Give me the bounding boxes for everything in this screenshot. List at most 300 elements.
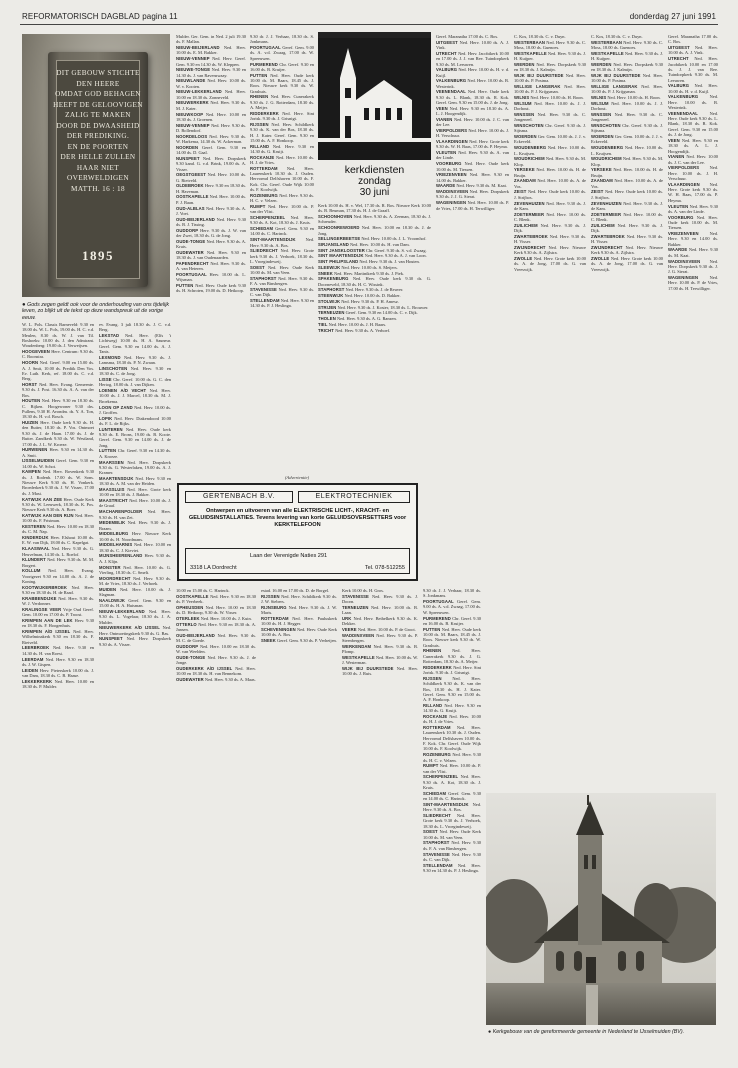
listing-entry: [668, 231, 718, 247]
listing-place-name: RIJSSEN: [250, 121, 269, 127]
listing-details: Herv. Nieuwe Kerk 10.00 ds. H. Noordmans.: [99, 531, 171, 542]
listing-entry: [99, 460, 171, 476]
listing-details: Ned. Herv. 10.00 ds. B. Westerink.: [436, 78, 509, 89]
listing-entry: [99, 636, 171, 647]
listing-entry: [591, 212, 663, 223]
listing-details: Ned. Herv. 9.30 ds. H. Visser.: [591, 233, 663, 245]
listing-place-name: ZAANDAM: [591, 178, 613, 184]
listing-details: Ned. Herv. Oude kerk 9.30 ds. H. Schroten, 19.00 ds. D. Heikoop.: [176, 283, 246, 294]
listing-details: Ned. Herv. Dorpskerk 9.30 ds. A. Visser.: [99, 636, 171, 647]
listing-place-name: ROCKANJE: [250, 154, 275, 160]
listing-entry: [22, 524, 94, 535]
listing-place-name: ZWIJNDRECHT: [514, 244, 546, 250]
listing-place-name: WESTKAPELLE: [514, 50, 547, 56]
column-2b: [250, 34, 314, 472]
listing-details: 10.00 en 15.00 ds. C. Harinck.: [176, 588, 230, 593]
listing-details: Ned. Herv. 9.30 en 14.00 ds. Bakker.: [668, 231, 718, 247]
listing-details: Ned. Herv. Oude kerk 9.30 ds. G. Doorneveld, 18.30 ds. H. C. Wissink.: [318, 276, 431, 287]
listing-place-name: VRIEZENVEEN: [436, 172, 467, 178]
listing-details: Ned. Herv. 10.00 ds. B. Laan.: [342, 604, 418, 616]
listing-details: Ned. Herv. Nieuwe Kerk 9.30 ds. A. Zijlstra.: [591, 244, 663, 256]
listing-details: W. L. Pols. Classis Barneveld: 9.30 en 18.00 ds. W. L. Pols, 19.00 ds. H. C. v.d. Meulen, 8.30 ds. W. J. van Til. Boshoeks: 10.00 ds. J. den Admirant. Woudenberg: 19.00 ds. J. Verweijsen.: [22, 322, 94, 349]
listing-entry: [22, 322, 94, 349]
listing-details: Ned. Herv. Diakendoord 10.00 ds. F. L. de Rijks.: [99, 415, 171, 426]
listing-details: Ned. Herv. 9.30 ds. J. Dijk.: [591, 222, 663, 234]
listing-entry: [514, 34, 586, 39]
listing-entry: [176, 228, 246, 239]
listing-details: Ned. Herv. 9.30 ds. J. H. Kuijper.: [514, 50, 586, 62]
listing-place-name: WILNIS: [514, 95, 530, 101]
listing-details: Ned. Herv. Ontmoetingskerk 9.30 ds. G. Bas.: [99, 625, 171, 636]
listing-entry: [99, 322, 171, 333]
listing-details: Vrije Oud Geref. Gem. 10.00 en 17.00 ds. P. Troost.: [22, 606, 94, 618]
listing-place-name: LISSE: [99, 377, 112, 382]
listing-entry: [668, 154, 718, 165]
listing-entry: [318, 265, 431, 270]
listing-entry: [668, 182, 718, 203]
listing-place-name: ZWARTEBROEK: [514, 233, 548, 239]
listing-entry: [668, 204, 718, 215]
listing-details: Ned. Herv. Schildkerk 9.30 ds. K. van der Bos, 18.30 ds. H. J. Kater. Geref. Gem. 9.30 en 15.00 ds. A. F. Honkoop.: [250, 121, 314, 143]
listing-place-name: VLEUTEN: [668, 203, 689, 209]
listing-entry: [436, 183, 509, 188]
listing-details: Chr. Geref. 9.30 en 14.30 ds. A. Kroeze.: [99, 448, 171, 459]
listing-details: Ned. Herv. 9.30 ds. M. C. de Goede.: [176, 632, 256, 644]
listing-entry: [22, 535, 94, 546]
listing-entry: [250, 144, 314, 155]
listing-entry: [318, 236, 431, 241]
listing-entry: [423, 829, 481, 840]
listing-entry: [250, 265, 314, 276]
listing-place-name: OOSTKAPELLE: [176, 194, 209, 200]
ad-tagline: ELEKTROTECHNIEK: [298, 491, 410, 503]
listing-entry: [342, 644, 418, 655]
listing-place-name: NIEUW-VENNEP: [176, 56, 210, 62]
listing-entry: [176, 655, 256, 666]
listing-place-name: STAPHORST: [250, 275, 277, 281]
listing-details: Ned. Herv. Dorpskerk 9.30 en 18.30 ds. J. Kalmijn.: [514, 61, 586, 73]
listing-details: Ned. Herv. 10.00 ds. E. M. Bakker.: [176, 45, 246, 56]
church-building-image: [486, 793, 716, 1025]
listing-place-name: RILLAND: [423, 702, 443, 708]
listing-details: Ned. Herv. 10.00 en 18.30 ds. P. Mulder.: [22, 678, 94, 690]
listing-details: Ned. Herv. 9.30 ds. J. Braam.: [99, 520, 171, 531]
listing-details: ev. Evang. 3 juli 18.30 ds. J. C. v.d. Berg.: [99, 322, 171, 333]
listing-details: Ned. Herv. Grote kerk 9.30 ds. W. H. Baas, 17.00 ds. P. Heyma.: [668, 181, 718, 203]
listing-entry: [176, 45, 246, 56]
listing-details: Ned. Herv. 9.30 ds. B. Plomp.: [342, 643, 418, 655]
listing-entry: [22, 668, 94, 679]
listing-entry: [250, 34, 314, 45]
listing-details: Ned. Herv. 10.00 en 18.30 ds. H. van Bennekom.: [176, 665, 256, 677]
listing-details: Ned. Herv. 10.00 ds. J. Groffen.: [99, 404, 171, 415]
gertenbach-advertisement: [177, 483, 418, 581]
listing-place-name: RIDDERKERK: [250, 110, 279, 116]
listing-place-name: NUNSPEET: [176, 155, 200, 161]
listing-entry: [99, 609, 171, 625]
listing-place-name: VEEN: [436, 105, 448, 111]
listing-place-name: WINSCHOTEN: [591, 123, 621, 129]
listing-details: Ned. Herv. 10.00 ds. L. Kruijsen.: [591, 145, 663, 156]
listing-place-name: POORTUGAAL: [176, 271, 207, 277]
listing-entry: [591, 84, 663, 95]
listing-entry: [22, 349, 94, 360]
listing-entry: [514, 189, 586, 200]
listing-entry: [250, 122, 314, 143]
listing-place-name: STAPHORST: [423, 840, 450, 846]
listing-entry: [318, 225, 431, 236]
listing-place-name: OUD-BEIJERLAND: [176, 216, 215, 222]
listing-place-name: WAARDE: [668, 247, 688, 253]
listing-details: Ned. Herv. 9.30 ds. A. Verhoef.: [335, 327, 391, 333]
listing-details: Ned. Herv. 9.30 ds. A. Bos.: [423, 801, 481, 813]
listing-entry: [591, 95, 663, 100]
listing-entry: [514, 234, 586, 245]
listing-details: Ned. Herv. Oude Kerk 10.00 ds. A. Bos.: [261, 626, 337, 638]
listing-entry: [423, 588, 481, 599]
listing-entry: [176, 666, 256, 677]
listing-details: Ned. Herv. 10.00 ds. A. J. Vink.: [436, 39, 509, 51]
listing-details: Ned. Herv. 9.30 ds. J. Doorn.: [342, 593, 418, 605]
listing-entry: [250, 111, 314, 122]
listing-details: Herv. 9.30 ds. J. W. van der Zwet, 18.30 ds. G. de Jong.: [176, 227, 246, 239]
listing-place-name: POORTUGAAL: [423, 599, 454, 605]
listing-place-name: SINT PHILIPSLAND: [318, 259, 359, 265]
listing-place-name: NIEUWLANDE: [176, 78, 206, 84]
listing-place-name: OTERLEEK: [176, 615, 200, 621]
listing-entry: [318, 214, 431, 225]
listing-place-name: NIEUW-LEKKERLAND: [99, 608, 145, 614]
listing-details: Ned. Herv. (Elfs 't Lichtweg) 10.00 ds. H. A. Sauneur. Geref. Gem. 9.30 en 14.00 ds. A. J. Tanis.: [99, 333, 171, 355]
listing-entry: [423, 627, 481, 648]
listing-place-name: OUDEWATER: [176, 249, 204, 255]
listing-entry: [99, 542, 171, 553]
listing-entry: [318, 328, 431, 333]
listing-details: Ned. Herv. 9.30 ds. C. Moss, 18.00 ds. Guenoes.: [514, 39, 586, 51]
listing-place-name: LEXMOND: [99, 354, 121, 360]
listing-entry: [318, 316, 431, 321]
listing-entry: [514, 95, 586, 100]
listing-place-name: OUDDORP: [176, 227, 199, 233]
listing-entry: [176, 261, 246, 272]
listing-details: Ned. Herv. 10.00 ds. H. J. de Vries.: [423, 714, 481, 725]
listing-place-name: SCHERPENZEEL: [423, 774, 459, 780]
listing-entry: [22, 607, 94, 618]
listing-entry: [436, 51, 509, 67]
listing-details: Ned. Herv. Evang. Voortgezet 9.30 en 14.00 ds. A. J. de Koning.: [22, 568, 94, 585]
listing-entry: [668, 83, 718, 94]
listing-details: Ned. Herv. 10.00 ds. B. Westerink.: [668, 94, 718, 111]
listing-place-name: WESTKAPELLE: [342, 654, 375, 660]
listing-place-name: SOEST: [250, 264, 265, 270]
listing-details: Ned. Herv. Oude kerk 10.00 ds. M. Tiessen.: [668, 214, 718, 231]
listing-entry: [22, 585, 94, 596]
listing-place-name: URK: [342, 615, 352, 621]
listing-place-name: MAARTENSDIJK: [99, 475, 134, 481]
listing-details: Chr. Geref. 9.30 ds. J. Sijtsma.: [591, 123, 663, 134]
listing-place-name: MIJNSHEERENLAND: [99, 553, 143, 559]
listing-details: Chr. Geref. 9.30 ds. J. Sijtsma.: [514, 123, 586, 134]
listing-details: Herv. 10.00 ds. L. Wijsman.: [176, 271, 246, 283]
listing-place-name: LEIDEN: [22, 667, 38, 673]
listing-details: Geref. Maranatha 17.00 ds. C. Bos.: [436, 34, 499, 39]
column-1a: [22, 322, 94, 1044]
listing-entry: [176, 100, 246, 111]
listing-place-name: KRIMPEN AAN DE LEK: [22, 617, 73, 623]
plaque-photo: [22, 34, 170, 297]
listing-place-name: WOUDENBERG: [514, 145, 547, 151]
listing-place-name: STRIJEN: [318, 304, 337, 310]
listing-details: Ned. Herv. Grote kerk 9.30 ds. J. Verhoek, 18.30 ds. L. Vroegindeweij.: [250, 248, 314, 264]
listing-place-name: POORTUGAAL: [250, 45, 281, 51]
listing-place-name: VEERE: [342, 626, 357, 632]
listing-place-name: SPAKENBURG: [318, 276, 349, 282]
listing-entry: [436, 117, 509, 128]
listing-entry: [176, 622, 256, 633]
church-photo-caption: [488, 1029, 718, 1035]
listing-place-name: RIDDERKERK: [423, 664, 452, 670]
listing-details: Ned. Herv. Dorpskerk 9.30 en 18.30 ds. J. Kalmijn.: [591, 61, 663, 73]
listing-details: Ned. Herv. Grote kerk 9.30 ds. J. Verhoek, 18.30 ds. L. Vroegindeweij.: [423, 812, 481, 829]
listing-details: Ger. Gem. 10.00 ds. J. J. v. Eckeveld.: [591, 134, 663, 145]
listing-details: Geref. Gem. 9.00 ds. A. v.d. Zwaag, 17.00 ds. W. Spreeuwen.: [423, 599, 481, 615]
listing-details: Ned. Herv. 10.00 ds. H. v. d. Kuijl.: [668, 83, 718, 94]
listing-place-name: ROZENBURG: [250, 192, 278, 198]
caption-bullet-icon: ●: [22, 302, 26, 308]
listing-place-name: KOLLUM: [22, 568, 41, 574]
listing-entry: [99, 448, 171, 459]
listing-entry: [99, 509, 171, 520]
listing-place-name: WESTERBAAN: [514, 39, 546, 45]
listing-details: Ned. Herv. Oude kerk 10.00 ds. J. Strijbos.: [591, 189, 663, 200]
listing-entry: [342, 666, 418, 677]
listing-place-name: SINT-MAARTENSDIJK: [250, 237, 296, 243]
listing-entry: [436, 89, 509, 105]
listing-details: Ned. Herv. 9.30 ds. C. van Dijk.: [423, 851, 481, 862]
listing-entry: [514, 51, 586, 62]
listing-entry: [99, 427, 171, 448]
listing-entry: [261, 616, 337, 627]
listing-entry: [99, 587, 171, 598]
listing-details: Ned. Herv. 10.00 ds. H. Boon.: [607, 95, 661, 101]
listing-entry: [99, 355, 171, 366]
listing-place-name: ZEIST: [514, 189, 527, 195]
listing-details: Ned. Herv. 9.30 ds. H. van Zet.: [99, 509, 171, 520]
listing-place-name: PUTTEN: [423, 626, 441, 632]
listing-entry: [176, 206, 246, 217]
listing-place-name: YERSEKE: [591, 167, 612, 173]
ad-postal: 3318 LA Dordrecht: [190, 565, 237, 571]
listing-entry: [591, 73, 663, 84]
page-header-left: REFORMATORISCH DAGBLAD pagina 11: [22, 12, 178, 21]
listing-details: Ned. Herv. 10.00 ds. H. de Bruijn.: [514, 167, 586, 178]
listing-details: Ned. Herv. 9.30 ds. J. de Reuver.: [345, 287, 404, 293]
listing-entry: [22, 645, 94, 656]
listing-entry: [99, 625, 171, 636]
listing-place-name: MAARSSEN: [99, 459, 124, 465]
listing-entry: [22, 596, 94, 607]
listing-entry: [342, 616, 418, 627]
kerkdiensten-date-value: 30 juni: [359, 186, 390, 198]
listing-details: Ned. Herv. 9.30 en 14.00 ds. Bakker.: [436, 172, 509, 183]
listing-place-name: VIERPOLDERS: [668, 165, 700, 171]
listing-entry: [318, 253, 431, 258]
listing-place-name: ZUILICHEM: [514, 222, 538, 228]
listing-details: Ned. Herv. Grote kerk 9.30 ds. W. H. Baas, 17.00 ds. P. Heyma.: [436, 139, 509, 150]
church-caption-text: Kerkgebouw van de gereformeerde gemeente in Nederland te IJsselmuiden (BV).: [492, 1029, 685, 1035]
listing-entry: [250, 62, 314, 73]
listing-details: Ned. Herv. Geref. Gem. 9.30 en 14.30 ds. W. Kleppen.: [176, 56, 246, 67]
listing-place-name: PUTTEN: [176, 283, 194, 289]
listing-entry: [668, 111, 718, 138]
listing-place-name: RIJNSBURG: [261, 604, 287, 610]
listing-entry: [668, 215, 718, 231]
listing-place-name: HOORN: [22, 360, 39, 366]
listing-place-name: HUIZEN: [22, 420, 39, 426]
listing-details: Ned. Geref. 9.00 en 15.00 ds. A. J. Smit, 10.00 ds. Prediik Den Vos. Ev. Luth. Kerk, ref. 18.00 ds. C. v.d. Berg.: [22, 360, 94, 382]
listing-place-name: SLIEDRECHT: [250, 248, 278, 254]
listing-details: Ned. Herv. 10.00 ds. J. J. Dorhout.: [514, 100, 586, 112]
listing-entry: [591, 256, 663, 272]
listing-place-name: LEERBROEK: [22, 645, 50, 651]
listing-details: Ned. Herv. 9.30 ds. A. G. Ranzen.: [336, 316, 397, 322]
listing-details: Ned. Herv. 10.00 ds. J. Ruis.: [342, 665, 418, 677]
listing-place-name: WOERDEN: [591, 134, 614, 140]
listing-entry: [22, 382, 94, 398]
listing-details: Ned. Herv. 10.00 ds. J. Slagman.: [99, 586, 171, 598]
listing-details: Ned. Herv. 9.30 ds. M. Klop.: [591, 156, 663, 167]
listing-details: Ned. Herv. 9.30 ds. C. Moss, 18.00 ds. Guenoes.: [591, 39, 663, 51]
listing-place-name: STEENWIJK: [318, 293, 344, 299]
listing-place-name: TERNEUZEN: [342, 604, 369, 610]
listing-details: Ned. Herv. 10.00 en 18.30 ds. J. de Jong.: [318, 225, 431, 236]
listing-details: Ned. Herv. 9.30 ds. H. C. v. Velzen.: [250, 192, 314, 204]
listing-entry: [423, 648, 481, 664]
listing-entry: [436, 200, 509, 211]
listing-place-name: HURWENEN: [22, 447, 48, 453]
listing-entry: [99, 531, 171, 542]
column-4: [514, 34, 586, 789]
listing-place-name: WIERDEN: [514, 61, 535, 67]
listing-place-name: OOSTKAPELLE: [176, 593, 209, 599]
listing-place-name: RIJSSEN: [261, 593, 280, 599]
listing-place-name: RUMPT: [250, 203, 266, 209]
listing-details: Geref. Gem. 9.30 en 14.00 ds. C. Harinck.: [423, 790, 481, 802]
listing-place-name: STAVENISSE: [423, 851, 450, 857]
listing-entry: [318, 259, 431, 264]
ad-company-name: GERTENBACH B.V.: [185, 491, 293, 503]
listing-entry: [591, 51, 663, 62]
listing-place-name: KRALINGSE VEER: [22, 606, 62, 612]
listing-details: Ned. Herv. 9.30 ds. J. Koster, 18.30 ds. L. Brouwer.: [337, 304, 429, 310]
listing-place-name: ROZENBURG: [423, 752, 451, 758]
listing-details: Ned. Herv. 9.30 ds. A. van der Linde.: [436, 150, 509, 161]
listing-details: Ned. Herv. 9.30 en 14.30 ds. P. J. Heslinga.: [250, 297, 314, 309]
listing-place-name: VIANEN: [436, 116, 453, 122]
listing-place-name: RILLAND: [250, 143, 270, 149]
listing-entry: [176, 34, 246, 45]
listing-entry: [99, 405, 171, 416]
church-silhouette-icon: [318, 38, 431, 142]
listing-details: Ned. Herv. 9.30 ds. J. de Jonge.: [176, 654, 256, 666]
listing-entry: [591, 156, 663, 167]
listing-details: Ned. Herv. Grote kerk 10.00 en 18.30 ds. J. Bakker.: [99, 487, 171, 498]
listing-details: Ned. Herv. 9.30 ds. F. A. van Binsbergen.: [250, 275, 314, 287]
listing-details: Ned. Herv. 10.00 ds. G. Rietveld.: [176, 172, 246, 183]
listing-entry: [22, 629, 94, 645]
listing-place-name: NOORDELOOS: [176, 133, 208, 139]
listing-place-name: VALKENBURG: [668, 94, 699, 100]
listing-entry: [514, 62, 586, 73]
listing-details: Ned. Herv. Schildkerk 9.30 ds. J. W. Siebers.: [261, 593, 337, 605]
listing-details: Chr. Geref. 9.30 en 16.00 ds. B. Kruijer.: [250, 61, 314, 72]
listing-details: Ned. Herv. 10.00 ds. H. Boon.: [530, 95, 584, 101]
listing-place-name: STAVENISSE: [342, 593, 369, 599]
wall-plaque: [48, 52, 148, 287]
listing-entry: [22, 398, 94, 419]
listing-details: Ned. Herv. Oude Kerk 10.00 ds. M. van Veen.: [423, 829, 481, 840]
listing-details: Ned. Herv. Grote kerk 10.00 ds. A. de Jong, 17.00 ds. G. van Vreeswijk.: [591, 255, 663, 272]
listing-place-name: SLEEWIJK: [318, 264, 341, 270]
listing-place-name: ZWOLLE: [514, 255, 533, 261]
ad-header-row: [185, 491, 410, 503]
listing-details: Chr. Geref. 10.00 ds. G. C. den Hertog, 18.00 ds. J. van Dijken.: [99, 377, 171, 388]
listing-entry: [261, 638, 337, 643]
listing-place-name: ZWOLLE: [591, 255, 610, 261]
listing-entry: [668, 275, 718, 291]
listing-details: Ned. Herv. 10.00 ds. A. de Vos.: [591, 178, 663, 189]
listing-details: Ned. Herv. 10.00 ds. P. Postma.: [591, 72, 663, 84]
listing-entry: [591, 40, 663, 51]
listing-place-name: WILSUM: [591, 100, 609, 106]
listing-details: Ned. Herv. Martinikerk 9.30 ds. J. Piek.: [334, 270, 405, 276]
listing-place-name: WADDINXVEEN: [436, 189, 469, 195]
listing-details: Kerk 10.00 ds. H. v. Wel, 17.30 ds. R. Bos. Nieuwe Kerk 10.00 ds. B. Beuman, 17.30 ds. H. J. de Graaff.: [318, 203, 431, 214]
listing-entry: [250, 287, 314, 298]
listing-details: Ned. Herv. Oude kerk 9.30 ds. L. Blank, 18.30 ds. R. Kok. Geref. Gem. 9.30 en 15.00 ds. J. de Jong.: [436, 89, 509, 106]
listing-place-name: OTTERLO: [176, 621, 197, 627]
listing-details: Ned. Herv. 9.30 en 18.30 ds. A. Jansen.: [176, 621, 256, 632]
listing-place-name: NIEUW-BEIJERLAND: [176, 45, 220, 51]
listing-place-name: KATWIJK AAN ZEE: [22, 496, 63, 502]
listing-entry: [591, 178, 663, 189]
listing-details: Geref. Gem. 9.00 ds. A. v.d. Zwaag, 17.00 ds. W. Spreeuwen.: [250, 45, 314, 61]
listing-place-name: STAPHORST: [318, 287, 345, 293]
listing-entry: [591, 245, 663, 256]
listing-entry: [342, 594, 418, 605]
listing-details: Ned. Herv. 10.00 ds. L. Kruijsen.: [514, 145, 586, 156]
listing-entry: [22, 420, 94, 447]
listing-details: Ned. Herv. 9.30 ds. C. Jongeneel.: [514, 111, 586, 123]
listing-entry: [423, 791, 481, 802]
listing-details: 9.30 dr. J. J. Verhaar, 18.30 ds. S. Jonkmans.: [250, 34, 314, 45]
listing-place-name: UITGEEST: [436, 39, 458, 45]
listing-details: Ned. Herv. Oude Kerk 10.00 ds. M. van Veen.: [250, 264, 314, 276]
listing-place-name: MIDDELHARNIS: [99, 542, 133, 548]
listing-entry: [99, 366, 171, 377]
listing-entry: [22, 447, 94, 458]
listing-place-name: SINT MAARTENSDIJK: [318, 253, 364, 259]
listing-place-name: WINSSEN: [591, 111, 612, 117]
column-4c: [668, 34, 718, 789]
listing-entry: [591, 223, 663, 234]
listing-details: C. Kos, 18.30 ds. C. v. Duyn.: [591, 34, 643, 39]
listing-entry: [514, 212, 586, 223]
listing-place-name: VOORBURG: [436, 161, 462, 167]
listing-entry: [514, 245, 586, 256]
listing-place-name: NIEUW-VENNEP: [176, 122, 210, 128]
listing-details: Ned. Herv. 10.00 ds. W. v. Kooten.: [176, 78, 246, 89]
